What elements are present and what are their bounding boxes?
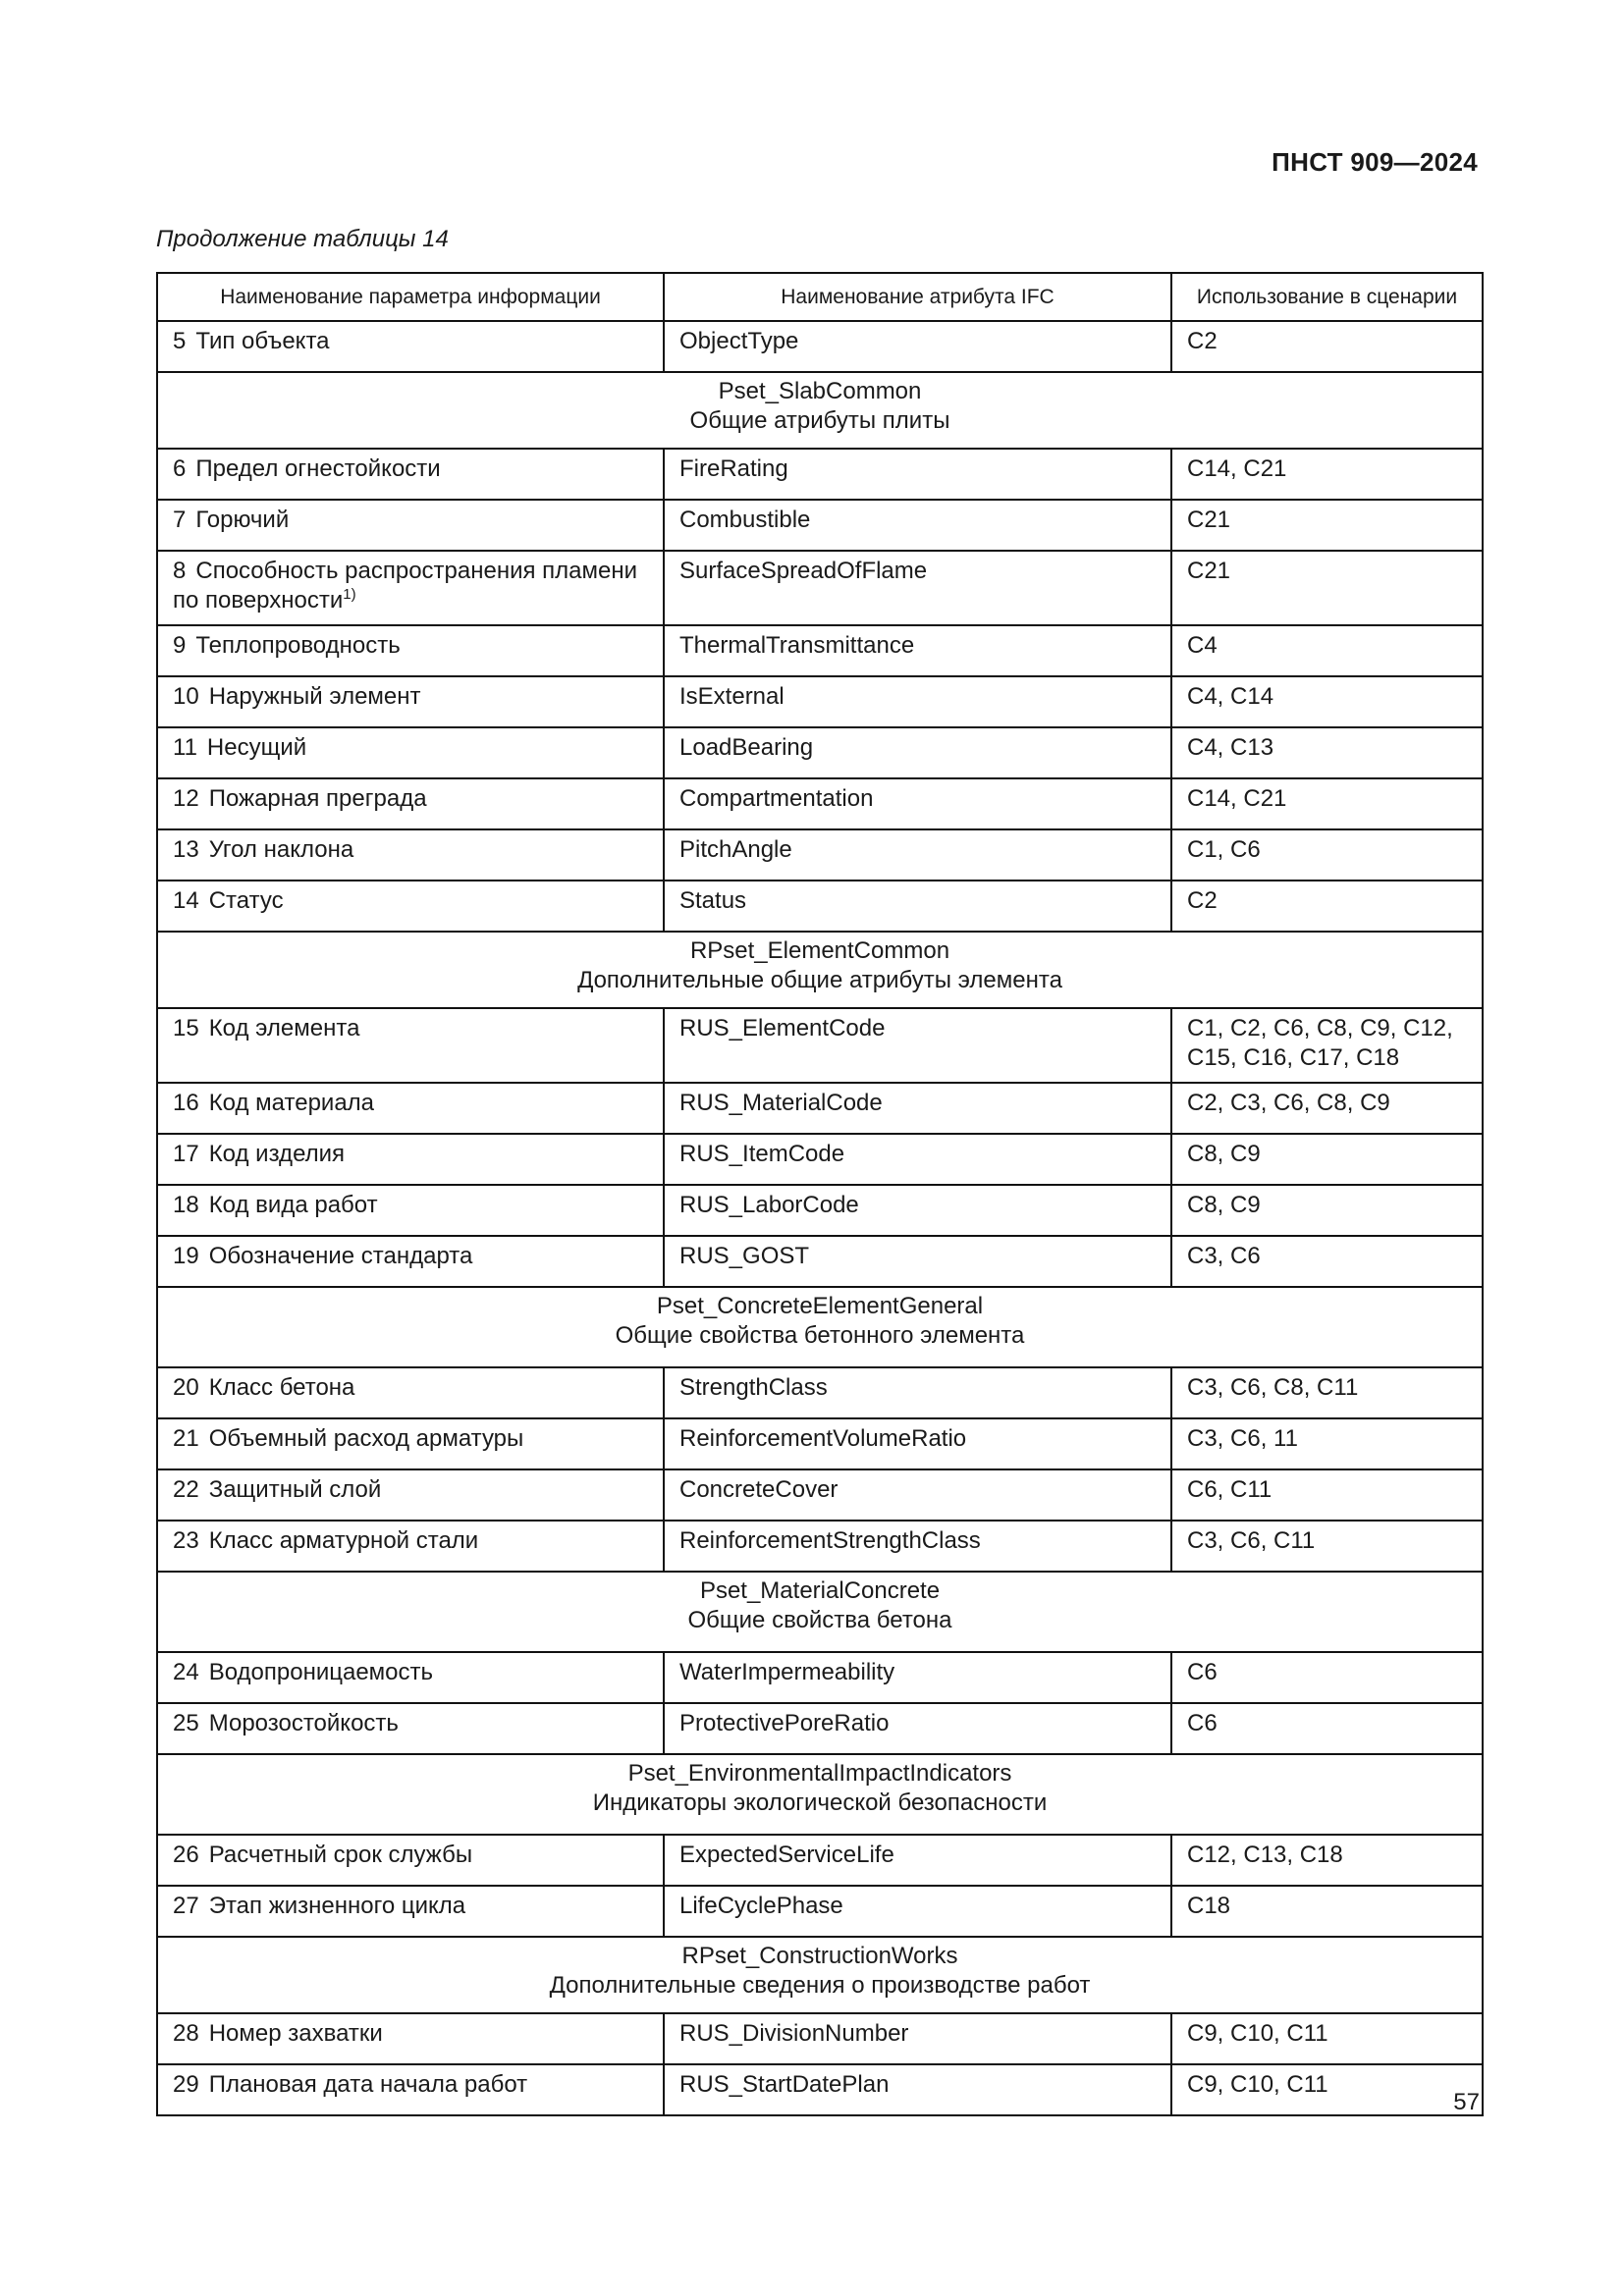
scenario-usage-cell: C21 (1171, 551, 1483, 625)
parameter-cell (157, 449, 664, 500)
scenario-usage-cell: C12, C13, C18 (1171, 1835, 1483, 1886)
row-number: 9 (173, 632, 187, 659)
row-number: 27 (173, 1893, 199, 1919)
ifc-attribute-cell: RUS_ItemCode (664, 1134, 1171, 1185)
scenario-usage-cell: C21 (1171, 500, 1483, 551)
row-number: 12 (173, 785, 199, 812)
table-row (157, 1469, 1483, 1521)
ifc-attribute-cell: PitchAngle (664, 829, 1171, 881)
parameter-cell (157, 1521, 664, 1572)
row-number: 21 (173, 1425, 199, 1452)
parameter-cell (157, 881, 664, 932)
table-row (157, 778, 1483, 829)
parameter-name: Тип объекта (195, 328, 330, 354)
group-cell (157, 932, 1483, 1008)
row-number: 26 (173, 1842, 199, 1868)
ifc-attribute-cell: ReinforcementVolumeRatio (664, 1418, 1171, 1469)
ifc-attribute-cell: FireRating (664, 449, 1171, 500)
parameter-name: Объемный расход арматуры (208, 1425, 524, 1452)
parameter-name: Код вида работ (208, 1192, 378, 1218)
group-cell (157, 1572, 1483, 1652)
group-subtitle: Дополнительные общие атрибуты элемента (577, 967, 1062, 993)
parameter-cell (157, 500, 664, 551)
scenario-usage-cell: C6, C11 (1171, 1469, 1483, 1521)
parameter-name: Горючий (195, 507, 290, 533)
ifc-attribute-cell: WaterImpermeability (664, 1652, 1171, 1703)
parameter-name: Наружный элемент (208, 683, 421, 710)
group-title: RPset_ElementCommon (689, 937, 950, 964)
parameter-cell (157, 676, 664, 727)
table-row (157, 1367, 1483, 1418)
table-body (157, 321, 1483, 2115)
parameter-name: Класс бетона (208, 1374, 355, 1401)
parameter-name: Этап жизненного цикла (208, 1893, 466, 1919)
table-row (157, 625, 1483, 676)
ifc-attribute-cell: Compartmentation (664, 778, 1171, 829)
parameter-name: Номер захватки (208, 2020, 383, 2047)
scenario-usage-cell: C2 (1171, 881, 1483, 932)
row-number: 14 (173, 887, 199, 914)
table-row (157, 1418, 1483, 1469)
group-subtitle: Общие свойства бетона (687, 1607, 952, 1633)
row-number: 23 (173, 1527, 199, 1554)
parameter-cell (157, 778, 664, 829)
parameter-cell (157, 1835, 664, 1886)
parameter-name: Морозостойкость (208, 1710, 399, 1736)
table-row (157, 551, 1483, 625)
ifc-attribute-cell: ObjectType (664, 321, 1171, 372)
parameter-name: Несущий (206, 734, 307, 761)
table-row (157, 321, 1483, 372)
row-number: 17 (173, 1141, 199, 1167)
ifc-attribute-cell: Status (664, 881, 1171, 932)
group-cell (157, 372, 1483, 449)
scenario-usage-cell: C4, C13 (1171, 727, 1483, 778)
ifc-attribute-cell: RUS_StartDatePlan (664, 2064, 1171, 2115)
parameter-cell (157, 1083, 664, 1134)
ifc-attribute-cell: LifeCyclePhase (664, 1886, 1171, 1937)
group-title: Pset_SlabCommon (718, 378, 922, 404)
row-number: 5 (173, 328, 187, 354)
ifc-attribute-cell: ThermalTransmittance (664, 625, 1171, 676)
table-group-row (157, 932, 1483, 1008)
ifc-attribute-cell: RUS_DivisionNumber (664, 2013, 1171, 2064)
table-row (157, 449, 1483, 500)
table-group-row (157, 1287, 1483, 1367)
parameter-cell (157, 1008, 664, 1083)
parameter-cell (157, 829, 664, 881)
scenario-usage-cell: C1, C6 (1171, 829, 1483, 881)
parameter-name: Статус (208, 887, 284, 914)
ifc-attribute-cell: RUS_MaterialCode (664, 1083, 1171, 1134)
parameter-cell (157, 2064, 664, 2115)
parameter-cell (157, 1185, 664, 1236)
table-row (157, 500, 1483, 551)
ifc-attribute-cell: IsExternal (664, 676, 1171, 727)
row-number: 13 (173, 836, 199, 863)
group-subtitle: Индикаторы экологической безопасности (592, 1789, 1048, 1816)
parameter-name: Класс арматурной стали (208, 1527, 479, 1554)
row-number: 25 (173, 1710, 199, 1736)
ifc-attribute-cell: ReinforcementStrengthClass (664, 1521, 1171, 1572)
parameter-cell (157, 1703, 664, 1754)
group-title: RPset_ConstructionWorks (681, 1943, 958, 1969)
ifc-attribute-cell: RUS_ElementCode (664, 1008, 1171, 1083)
row-number: 15 (173, 1015, 199, 1041)
scenario-usage-cell: C3, C6, C11 (1171, 1521, 1483, 1572)
ifc-attribute-cell: LoadBearing (664, 727, 1171, 778)
table-row (157, 1886, 1483, 1937)
parameter-cell (157, 1886, 664, 1937)
column-header-parameter: Наименование параметра информации (157, 273, 664, 321)
footnote-marker: 1) (343, 586, 356, 603)
parameter-cell (157, 727, 664, 778)
parameter-cell (157, 1652, 664, 1703)
scenario-usage-cell: C9, C10, C11 (1171, 2064, 1483, 2115)
scenario-usage-cell: C3, C6 (1171, 1236, 1483, 1287)
row-number: 19 (173, 1243, 199, 1269)
table-row (157, 1236, 1483, 1287)
table-row (157, 2064, 1483, 2115)
ifc-attribute-cell: ExpectedServiceLife (664, 1835, 1171, 1886)
scenario-usage-cell: C2 (1171, 321, 1483, 372)
table-row (157, 1652, 1483, 1703)
parameter-name: Код материала (208, 1090, 375, 1116)
parameter-name: Обозначение стандарта (208, 1243, 473, 1269)
group-subtitle: Общие атрибуты плиты (689, 407, 950, 434)
group-subtitle: Общие свойства бетонного элемента (615, 1322, 1025, 1349)
scenario-usage-cell: C1, C2, C6, C8, C9, C12, C15, C16, C17, C18 (1171, 1008, 1483, 1083)
group-cell (157, 1937, 1483, 2013)
parameter-name: Предел огнестойкости (195, 455, 441, 482)
scenario-usage-cell: C8, C9 (1171, 1185, 1483, 1236)
ifc-attribute-cell: SurfaceSpreadOfFlame (664, 551, 1171, 625)
table-row (157, 727, 1483, 778)
table-group-row (157, 372, 1483, 449)
page-number: 57 (1453, 2089, 1480, 2115)
parameter-name: Код элемента (208, 1015, 360, 1041)
attributes-table (156, 272, 1484, 2116)
table-group-row (157, 1754, 1483, 1835)
scenario-usage-cell: C4 (1171, 625, 1483, 676)
row-number: 8 (173, 558, 187, 584)
table-row (157, 1703, 1483, 1754)
scenario-usage-cell: C8, C9 (1171, 1134, 1483, 1185)
parameter-cell (157, 551, 664, 625)
row-number: 11 (173, 734, 197, 761)
parameter-cell (157, 1418, 664, 1469)
row-number: 18 (173, 1192, 199, 1218)
scenario-usage-cell: C14, C21 (1171, 449, 1483, 500)
scenario-usage-cell: C3, C6, C8, C11 (1171, 1367, 1483, 1418)
scenario-usage-cell: C2, C3, C6, C8, C9 (1171, 1083, 1483, 1134)
document-code: ПНСТ 909—2024 (1272, 147, 1478, 177)
ifc-attribute-cell: RUS_LaborCode (664, 1185, 1171, 1236)
parameter-cell (157, 321, 664, 372)
table-caption: Продолжение таблицы 14 (156, 226, 449, 252)
parameter-cell (157, 625, 664, 676)
table-row (157, 1134, 1483, 1185)
ifc-attribute-cell: ConcreteCover (664, 1469, 1171, 1521)
group-cell (157, 1287, 1483, 1367)
row-number: 22 (173, 1476, 199, 1503)
table-row (157, 2013, 1483, 2064)
scenario-usage-cell: C9, C10, C11 (1171, 2013, 1483, 2064)
group-title: Pset_ConcreteElementGeneral (656, 1293, 984, 1319)
parameter-cell (157, 1236, 664, 1287)
table-row (157, 829, 1483, 881)
ifc-attribute-cell: Combustible (664, 500, 1171, 551)
table-row (157, 1521, 1483, 1572)
table-header-row (157, 273, 1483, 321)
column-header-scenario-usage: Использование в сценарии (1171, 273, 1483, 321)
row-number: 28 (173, 2020, 199, 2047)
row-number: 20 (173, 1374, 199, 1401)
parameter-name: Способность распространения пламени по поверхности (173, 558, 638, 614)
row-number: 7 (173, 507, 187, 533)
row-number: 16 (173, 1090, 199, 1116)
scenario-usage-cell: C14, C21 (1171, 778, 1483, 829)
ifc-attribute-cell: ProtectivePoreRatio (664, 1703, 1171, 1754)
row-number: 6 (173, 455, 187, 482)
parameter-name: Теплопроводность (195, 632, 401, 659)
parameter-cell (157, 1469, 664, 1521)
group-title: Pset_MaterialConcrete (699, 1577, 941, 1604)
table-row (157, 1835, 1483, 1886)
table-group-row (157, 1572, 1483, 1652)
scenario-usage-cell: C18 (1171, 1886, 1483, 1937)
scenario-usage-cell: C6 (1171, 1652, 1483, 1703)
parameter-name: Плановая дата начала работ (208, 2071, 528, 2098)
ifc-attribute-cell: RUS_GOST (664, 1236, 1171, 1287)
table-group-row (157, 1937, 1483, 2013)
table-row (157, 1185, 1483, 1236)
table-row (157, 881, 1483, 932)
group-cell (157, 1754, 1483, 1835)
parameter-name: Пожарная преграда (208, 785, 427, 812)
group-title: Pset_EnvironmentalImpactIndicators (627, 1760, 1012, 1787)
scenario-usage-cell: C6 (1171, 1703, 1483, 1754)
parameter-name: Расчетный срок службы (208, 1842, 473, 1868)
parameter-cell (157, 1367, 664, 1418)
row-number: 29 (173, 2071, 199, 2098)
table-row (157, 676, 1483, 727)
parameter-name: Водопроницаемость (208, 1659, 434, 1685)
column-header-ifc-attribute: Наименование атрибута IFC (664, 273, 1171, 321)
parameter-cell (157, 2013, 664, 2064)
table-row (157, 1008, 1483, 1083)
parameter-name: Угол наклона (208, 836, 354, 863)
ifc-attribute-cell: StrengthClass (664, 1367, 1171, 1418)
parameter-cell (157, 1134, 664, 1185)
row-number: 24 (173, 1659, 199, 1685)
group-subtitle: Дополнительные сведения о производстве работ (549, 1972, 1091, 1999)
parameter-name: Защитный слой (208, 1476, 382, 1503)
table-row (157, 1083, 1483, 1134)
scenario-usage-cell: C3, C6, 11 (1171, 1418, 1483, 1469)
row-number: 10 (173, 683, 199, 710)
parameter-name: Код изделия (208, 1141, 346, 1167)
scenario-usage-cell: C4, C14 (1171, 676, 1483, 727)
